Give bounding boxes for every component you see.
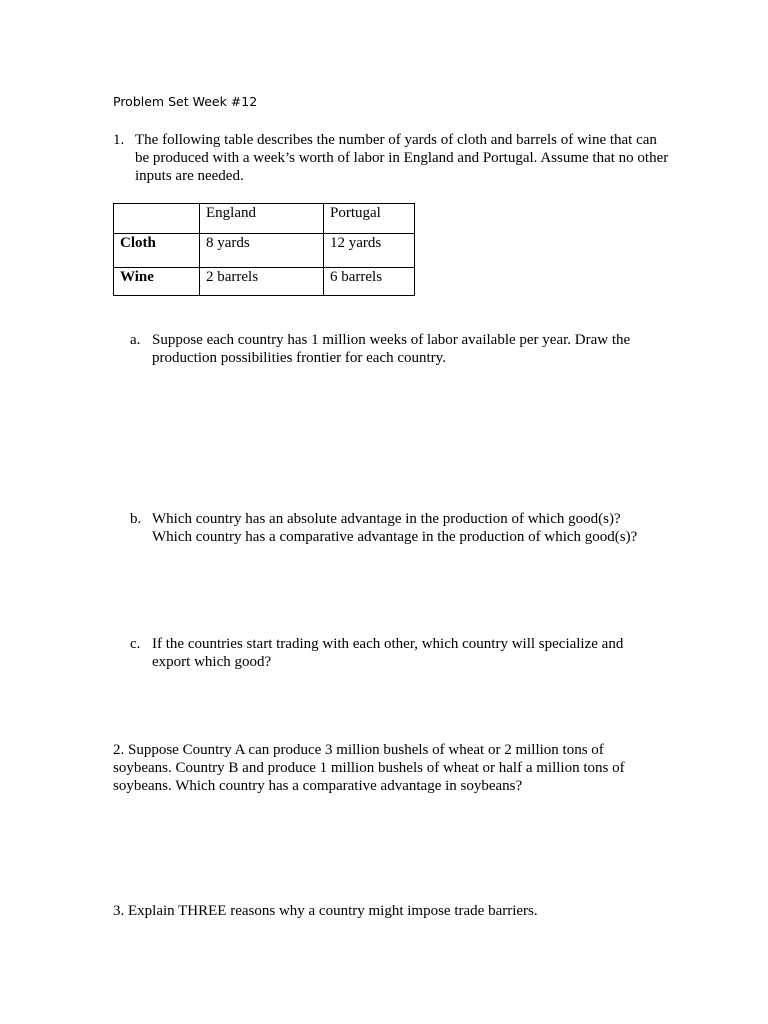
table-header-england: England (200, 204, 324, 234)
table-row-label-wine: Wine (114, 268, 200, 296)
table-header-row (114, 204, 415, 234)
table-row (114, 268, 415, 296)
part-text: If the countries start trading with each other, which country will specialize and export which good? (152, 636, 624, 670)
table-cell: 6 barrels (324, 268, 415, 296)
question-3: 3. Explain THREE reasons why a country might impose trade barriers. (113, 903, 538, 919)
table-cell: 2 barrels (200, 268, 324, 296)
table-row-label-cloth: Cloth (114, 234, 200, 268)
table-cell: 12 yards (324, 234, 415, 268)
table-row (114, 234, 415, 268)
question-1a (130, 331, 650, 367)
question-1 (113, 131, 673, 185)
part-label: a. (130, 332, 141, 348)
question-1c (130, 635, 650, 671)
question-1b (130, 510, 650, 546)
part-label: c. (130, 636, 141, 652)
table-cell: 8 yards (200, 234, 324, 268)
question-2: 2. Suppose Country A can produce 3 million bushels of wheat or 2 million tons of soybeans. Country B and produce 1 million bushels of wheat or half a million tons of soybeans. Which country has a comparative advantage in soybeans? (113, 742, 625, 794)
question-1-text: The following table describes the number of yards of cloth and barrels of wine that can be produced with a week’s worth of labor in England and Portugal. Assume that no other inputs are needed. (135, 132, 669, 184)
table-header-portugal: Portugal (324, 204, 415, 234)
part-label: b. (130, 511, 142, 527)
table-header-cell (114, 204, 200, 234)
part-text: Suppose each country has 1 million weeks of labor available per year. Draw the production possibilities frontier for each country. (152, 332, 631, 366)
part-text: Which country has an absolute advantage in the production of which good(s)? Which country has a comparative advantage in the production of which good(s)? (152, 511, 638, 545)
production-table (113, 203, 415, 296)
page-title: Problem Set Week #12 (113, 94, 258, 109)
question-1-number: 1. (113, 132, 125, 148)
